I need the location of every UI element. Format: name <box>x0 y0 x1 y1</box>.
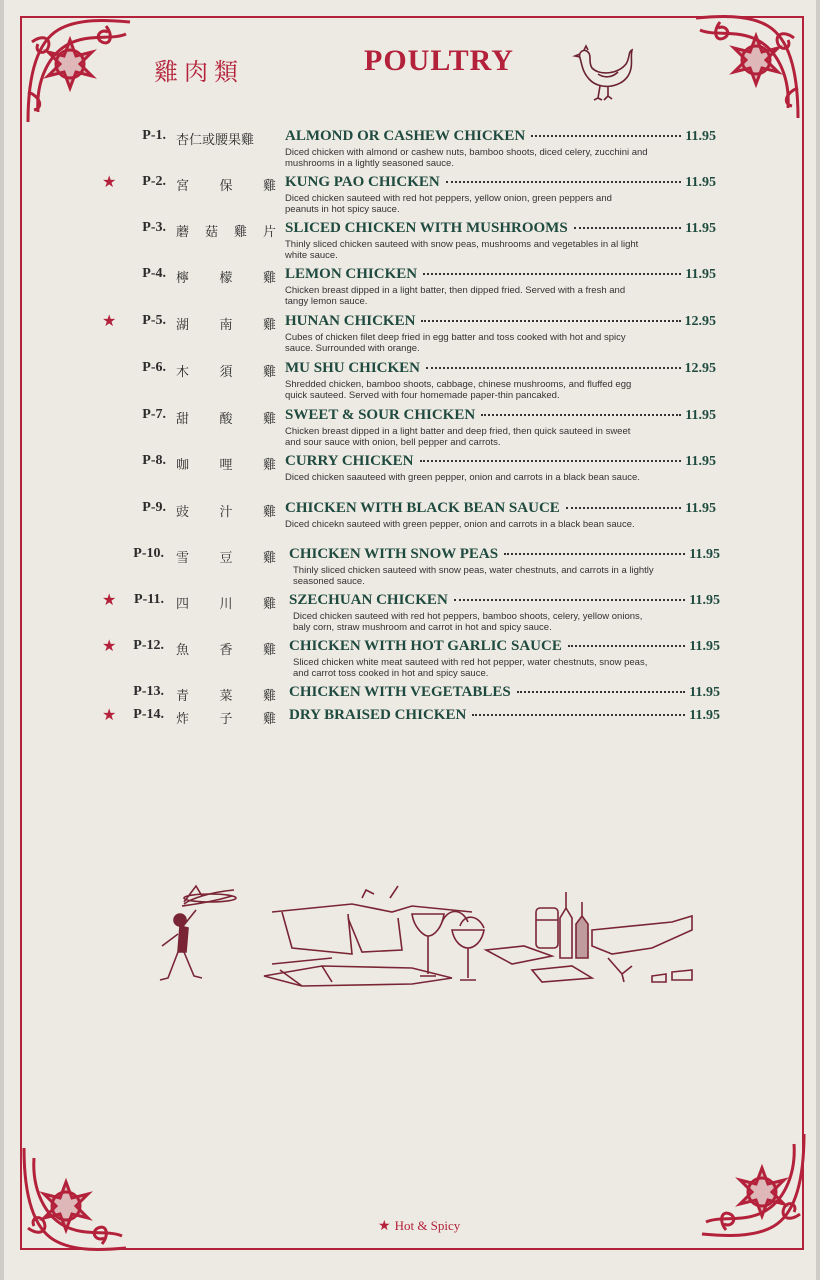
spicy-legend <box>378 1218 460 1234</box>
chinese-character: 哩 <box>219 458 233 473</box>
dot-leader <box>420 460 682 462</box>
spicy-star-icon: ★ <box>102 311 117 330</box>
dot-leader <box>574 227 682 229</box>
item-description <box>285 147 675 169</box>
chinese-character: 雞 <box>262 179 276 194</box>
item-code: P-6. <box>142 360 166 375</box>
chinese-character: 雞 <box>262 412 276 427</box>
item-chinese-name <box>176 593 276 612</box>
food-spread-illustration <box>152 878 702 1002</box>
menu-page <box>4 0 816 1280</box>
item-name-row <box>289 592 720 609</box>
chinese-section-title: 雞肉類 <box>154 58 244 86</box>
item-name: CURRY CHICKEN <box>285 453 414 469</box>
chinese-character: 魚 <box>176 643 190 658</box>
item-price: 11.95 <box>685 408 716 423</box>
dot-leader <box>517 691 686 693</box>
dot-leader <box>421 320 680 322</box>
item-price: 11.95 <box>685 221 716 236</box>
item-chinese-name <box>176 175 276 194</box>
star-icon: ★ <box>378 1218 391 1234</box>
item-name: SWEET & SOUR CHICKEN <box>285 407 476 423</box>
item-chinese-name <box>176 267 276 286</box>
chinese-character: 雞 <box>262 271 276 286</box>
item-description <box>293 565 683 587</box>
item-description <box>293 657 683 679</box>
item-code: P-5. <box>142 313 166 328</box>
item-chinese-name <box>176 639 276 658</box>
description-line: Shredded chicken, bamboo shoots, cabbage, chinese mushrooms, and fluffed egg <box>285 379 632 390</box>
item-code: P-9. <box>142 500 166 515</box>
item-code: P-4. <box>142 266 166 281</box>
item-description <box>285 193 675 215</box>
corner-flourish-icon <box>688 8 808 128</box>
item-name: CHICKEN WITH SNOW PEAS <box>289 546 499 562</box>
item-name-row <box>285 360 716 377</box>
item-name: CHICKEN WITH HOT GARLIC SAUCE <box>289 638 562 654</box>
chinese-character: 菜 <box>219 689 233 704</box>
chinese-character: 雞 <box>262 551 276 566</box>
section-title: POULTRY <box>364 44 514 77</box>
item-description <box>285 332 675 354</box>
chinese-character: 香 <box>219 643 233 658</box>
spicy-star-icon: ★ <box>102 590 117 609</box>
item-name-row <box>289 684 720 701</box>
chinese-character: 子 <box>219 712 233 727</box>
chinese-character: 菇 <box>204 225 218 240</box>
chinese-character: 酸 <box>219 412 233 427</box>
chinese-character: 片 <box>262 225 276 240</box>
item-code: P-8. <box>142 453 166 468</box>
item-code: P-12. <box>133 638 164 653</box>
item-price: 11.95 <box>685 129 716 144</box>
item-name: CHICKEN WITH BLACK BEAN SAUCE <box>285 500 560 516</box>
item-chinese-name <box>176 408 276 427</box>
chinese-character: 青 <box>176 689 190 704</box>
item-code: P-13. <box>133 684 164 699</box>
chinese-character: 湖 <box>176 318 190 333</box>
item-name: LEMON CHICKEN <box>285 266 418 282</box>
description-line: and carrot toss cooked in hot and spicy sauce. <box>293 668 489 679</box>
item-name-row <box>285 313 716 330</box>
description-line: Chicken breast dipped in a light batter and deep fried, then quick sauteed in sweet <box>285 426 631 437</box>
item-price: 11.95 <box>685 175 716 190</box>
item-chinese-name <box>176 221 276 240</box>
dot-leader <box>423 273 681 275</box>
chinese-character: 南 <box>219 318 233 333</box>
item-description <box>285 472 675 483</box>
item-code: P-7. <box>142 407 166 422</box>
spicy-star-icon: ★ <box>102 636 117 655</box>
description-line: baly corn, straw mushroom and carrot in hot and spicy sauce. <box>293 622 552 633</box>
item-price: 11.95 <box>689 708 720 723</box>
spicy-star-icon: ★ <box>102 705 117 724</box>
chinese-character: 豆 <box>219 551 233 566</box>
item-chinese-name <box>176 501 276 520</box>
chinese-character: 汁 <box>219 505 233 520</box>
chinese-character: 保 <box>219 179 233 194</box>
dot-leader <box>566 507 681 509</box>
item-description <box>285 379 675 401</box>
item-price: 12.95 <box>684 361 716 376</box>
item-price: 12.95 <box>684 314 716 329</box>
dot-leader <box>568 645 685 647</box>
item-description <box>285 519 675 530</box>
description-line: Thinly sliced chicken sauteed with snow peas, water chestnuts, and carrots in a lightly <box>293 565 654 576</box>
item-name-row <box>285 128 716 145</box>
dot-leader <box>531 135 681 137</box>
item-code: P-10. <box>133 546 164 561</box>
item-description <box>285 285 675 307</box>
chinese-character: 蘑 <box>176 225 190 240</box>
chinese-character: 宮 <box>176 179 190 194</box>
item-price: 11.95 <box>689 685 720 700</box>
item-price: 11.95 <box>689 547 720 562</box>
chinese-character: 雞 <box>262 643 276 658</box>
item-name-row <box>289 546 720 563</box>
description-line: tangy lemon sauce. <box>285 296 368 307</box>
item-name: SZECHUAN CHICKEN <box>289 592 448 608</box>
description-line: quick sauteed. Served with four homemade paper-thin pancaked. <box>285 390 560 401</box>
item-chinese-name <box>176 454 276 473</box>
item-name-row <box>285 220 716 237</box>
item-code: P-1. <box>142 128 166 143</box>
chinese-character: 炸 <box>176 712 190 727</box>
item-name: KUNG PAO CHICKEN <box>285 174 440 190</box>
dot-leader <box>472 714 685 716</box>
item-chinese-name <box>176 314 276 333</box>
chinese-character: 甜 <box>176 412 190 427</box>
chinese-character: 杏仁或腰果雞 <box>176 133 255 148</box>
chinese-character: 檬 <box>219 271 233 286</box>
item-name: DRY BRAISED CHICKEN <box>289 707 467 723</box>
dot-leader <box>426 367 680 369</box>
chinese-character: 雞 <box>262 505 276 520</box>
item-chinese-name <box>176 685 276 704</box>
dot-leader <box>454 599 685 601</box>
chinese-character: 雞 <box>262 689 276 704</box>
description-line: Chicken breast dipped in a light batter, then dipped fried. Served with a fresh and <box>285 285 626 296</box>
corner-flourish-icon <box>14 1138 134 1258</box>
item-code: P-11. <box>134 592 164 607</box>
item-chinese-name <box>176 361 276 380</box>
description-line: Cubes of chicken filet deep fried in egg batter and toss cooked with hot and spicy <box>285 332 626 343</box>
chinese-character: 雪 <box>176 551 190 566</box>
description-line: Diced chicken sauteed with red hot peppers, yellow onion, green peppers and <box>285 193 612 204</box>
description-line: seasoned sauce. <box>293 576 365 587</box>
item-code: P-14. <box>133 707 164 722</box>
item-name: HUNAN CHICKEN <box>285 313 416 329</box>
item-description <box>285 239 675 261</box>
chinese-character: 雞 <box>262 458 276 473</box>
waiter-illustration <box>160 886 236 980</box>
item-name-row <box>289 707 720 724</box>
description-line: Thinly sliced chicken sauteed with snow peas, mushrooms and vegetables in al light <box>285 239 639 250</box>
chinese-character: 雞 <box>262 318 276 333</box>
item-name: ALMOND OR CASHEW CHICKEN <box>285 128 526 144</box>
item-name-row <box>285 266 716 283</box>
item-price: 11.95 <box>685 454 716 469</box>
item-price: 11.95 <box>689 593 720 608</box>
description-line: mushrooms in a lightly seasoned sauce. <box>285 158 454 169</box>
chinese-character: 雞 <box>262 712 276 727</box>
description-line: Diced chicken sauteed with red hot peppers, bamboo shoots, celery, yellow onions, <box>293 611 643 622</box>
description-line: peanuts in hot spicy sauce. <box>285 204 400 215</box>
description-line: and sour sauce with onion, bell pepper and carrots. <box>285 437 501 448</box>
item-chinese-name <box>176 129 276 148</box>
item-name-row <box>285 453 716 470</box>
description-line: Sliced chicken white meat sauteed with red hot pepper, water chestnuts, snow peas, <box>293 657 648 668</box>
item-price: 11.95 <box>689 639 720 654</box>
item-name-row <box>285 174 716 191</box>
spicy-star-icon: ★ <box>102 172 117 191</box>
chinese-character: 檸 <box>176 271 190 286</box>
chinese-character: 木 <box>176 365 190 380</box>
description-line: sauce. Surrounded with orange. <box>285 343 420 354</box>
chinese-character: 四 <box>176 597 190 612</box>
chinese-character: 雞 <box>233 225 247 240</box>
chinese-character: 咖 <box>176 458 190 473</box>
item-name-row <box>285 500 716 517</box>
item-name-row <box>289 638 720 655</box>
item-code: P-2. <box>142 174 166 189</box>
dot-leader <box>481 414 681 416</box>
corner-flourish-icon <box>694 1124 814 1244</box>
legend-text: Hot & Spicy <box>394 1218 461 1233</box>
chinese-character: 川 <box>219 597 233 612</box>
dot-leader <box>446 181 682 183</box>
item-description <box>285 426 675 448</box>
item-code: P-3. <box>142 220 166 235</box>
item-description <box>293 611 683 633</box>
chinese-character: 雞 <box>262 365 276 380</box>
item-chinese-name <box>176 547 276 566</box>
description-line: white sauce. <box>285 250 338 261</box>
chinese-character: 豉 <box>176 505 190 520</box>
item-chinese-name <box>176 708 276 727</box>
item-name-row <box>285 407 716 424</box>
chinese-character: 雞 <box>262 597 276 612</box>
hen-icon <box>570 44 636 106</box>
description-line: Diced chicken saauteed with green pepper, onion and carrots in a black bean sauce. <box>285 472 640 483</box>
item-name: CHICKEN WITH VEGETABLES <box>289 684 511 700</box>
description-line: Diced chicekn sauteed with green pepper, onion and carrots in a black bean sauce. <box>285 519 635 530</box>
item-name: MU SHU CHICKEN <box>285 360 421 376</box>
dot-leader <box>504 553 685 555</box>
item-name: SLICED CHICKEN WITH MUSHROOMS <box>285 220 568 236</box>
item-price: 11.95 <box>685 501 716 516</box>
corner-flourish-icon <box>18 12 138 132</box>
description-line: Diced chicken with almond or cashew nuts, bamboo shoots, diced celery, zucchini and <box>285 147 648 158</box>
chinese-character: 須 <box>219 365 233 380</box>
item-price: 11.95 <box>685 267 716 282</box>
